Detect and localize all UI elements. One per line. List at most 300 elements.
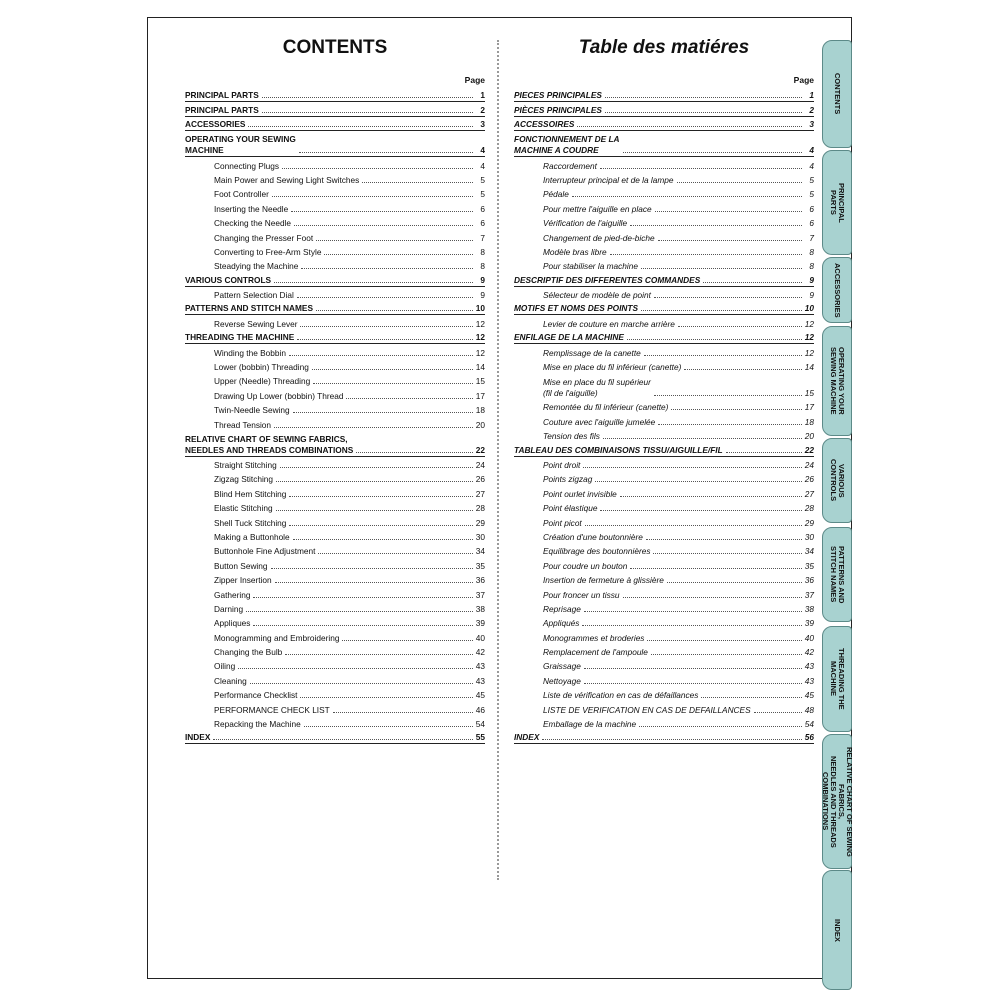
section-heading-entry[interactable] — [514, 88, 814, 102]
page-column-header: Page — [793, 75, 814, 85]
tab-label: RELATIVE CHART OF SEWING FABRICS, NEEDLES AND THREADS COMBINATIONS — [821, 746, 854, 857]
subsection-entry[interactable] — [185, 601, 485, 615]
dot-leader — [316, 309, 473, 311]
subsection-entry[interactable] — [185, 514, 485, 528]
subsection-entry[interactable] — [514, 359, 814, 373]
subsection-entry[interactable] — [185, 315, 485, 329]
entry-page-number: 12 — [804, 318, 814, 329]
entry-page-number: 7 — [480, 232, 485, 243]
subsection-entry[interactable] — [185, 287, 485, 301]
subsection-entry[interactable] — [514, 601, 814, 615]
entry-page-number: 45 — [475, 690, 485, 701]
dot-leader — [641, 309, 802, 311]
subsection-entry[interactable] — [185, 200, 485, 214]
entry-label: TABLEAU DES COMBINAISONS TISSU/AIGUILLE/FIL — [514, 444, 723, 455]
dot-leader — [312, 368, 473, 370]
dot-leader — [313, 382, 473, 384]
subsection-entry[interactable] — [514, 701, 814, 715]
entry-label: Remontée du fil inférieur (canette) — [543, 402, 669, 413]
entry-page-number: 43 — [804, 675, 814, 686]
subsection-entry[interactable] — [514, 586, 814, 600]
section-heading-entry[interactable] — [185, 301, 485, 315]
subsection-entry[interactable] — [185, 716, 485, 730]
entry-page-number: 5 — [809, 174, 814, 185]
subsection-entry[interactable] — [185, 687, 485, 701]
dot-leader — [572, 195, 802, 197]
entry-label: Vérification de l'aiguille — [543, 218, 628, 229]
subsection-entry[interactable] — [185, 373, 485, 387]
tab-label: CONTENTS — [833, 73, 842, 115]
section-tab[interactable] — [822, 326, 852, 436]
entry-page-number: 40 — [804, 632, 814, 643]
dot-leader — [639, 725, 802, 727]
entry-page-number: 27 — [475, 488, 485, 499]
entry-page-number: 54 — [475, 719, 485, 730]
dot-leader — [667, 581, 802, 583]
subsection-entry[interactable] — [185, 615, 485, 629]
column-divider — [497, 40, 499, 880]
entry-label: Création d'une boutonnière — [543, 531, 643, 542]
dot-leader — [250, 682, 473, 684]
entry-label: Interrupteur principal et de la lampe — [543, 174, 674, 185]
entry-label: Emballage de la machine — [543, 719, 637, 730]
section-heading-entry[interactable] — [514, 330, 814, 344]
dot-leader — [362, 181, 473, 183]
subsection-entry[interactable] — [514, 215, 814, 229]
section-tab[interactable] — [822, 734, 852, 869]
subsection-entry[interactable] — [185, 244, 485, 258]
dot-leader — [677, 181, 802, 183]
dot-leader — [282, 167, 473, 169]
subsection-entry[interactable] — [514, 457, 814, 471]
entry-page-number: 37 — [475, 589, 485, 600]
dot-leader — [297, 338, 473, 340]
section-heading-entry[interactable] — [185, 330, 485, 344]
subsection-entry[interactable] — [185, 572, 485, 586]
subsection-entry[interactable] — [514, 543, 814, 557]
entry-page-number: 9 — [809, 290, 814, 301]
subsection-entry[interactable] — [185, 457, 485, 471]
dot-leader — [584, 610, 802, 612]
dot-leader — [603, 437, 802, 439]
entry-label: PERFORMANCE CHECK LIST — [214, 704, 330, 715]
entry-label: MOTIFS ET NOMS DES POINTS — [514, 303, 638, 314]
entry-label: Pour froncer un tissu — [543, 589, 620, 600]
subsection-entry[interactable] — [185, 629, 485, 643]
section-heading-entry[interactable] — [185, 117, 485, 131]
section-tab[interactable] — [822, 626, 852, 732]
dot-leader — [658, 423, 802, 425]
entry-label: Sélecteur de modèle de point — [543, 290, 651, 301]
dot-leader — [253, 596, 473, 598]
entry-label: Pédale — [543, 189, 569, 200]
entry-label: Checking the Needle — [214, 218, 292, 229]
dot-leader — [595, 480, 802, 482]
entry-page-number: 38 — [804, 603, 814, 614]
entry-page-number: 35 — [475, 560, 485, 571]
entry-page-number: 4 — [480, 145, 485, 156]
entry-label: Remplissage de la canette — [543, 347, 641, 358]
subsection-entry[interactable] — [514, 716, 814, 730]
subsection-entry[interactable] — [185, 672, 485, 686]
entry-page-number: 38 — [475, 603, 485, 614]
dot-leader — [294, 224, 473, 226]
dot-leader — [582, 624, 802, 626]
subsection-entry[interactable] — [514, 229, 814, 243]
dot-leader — [600, 509, 802, 511]
entry-label: PRINCIPAL PARTS — [185, 104, 259, 115]
entry-page-number: 43 — [804, 661, 814, 672]
dot-leader — [703, 281, 802, 283]
dot-leader — [653, 552, 802, 554]
dot-leader — [297, 296, 473, 298]
subsection-entry[interactable] — [514, 500, 814, 514]
dot-leader — [262, 96, 473, 98]
entry-label: Couture avec l'aiguille jumelée — [543, 416, 656, 427]
entry-page-number: 48 — [804, 704, 814, 715]
entry-label: LISTE DE VERIFICATION EN CAS DE DEFAILLANCES — [543, 704, 751, 715]
subsection-entry[interactable] — [185, 359, 485, 373]
entry-page-number: 6 — [809, 218, 814, 229]
section-heading-entry[interactable] — [185, 131, 485, 157]
entry-page-number: 4 — [809, 160, 814, 171]
dot-leader — [583, 466, 802, 468]
subsection-entry[interactable] — [514, 172, 814, 186]
entry-label: Points zigzag — [543, 474, 593, 485]
subsection-entry[interactable] — [514, 572, 814, 586]
tab-label: THREADING THE MACHINE — [829, 648, 846, 710]
entry-page-number: 26 — [804, 474, 814, 485]
entry-label: Changement de pied-de-biche — [543, 232, 655, 243]
entry-label: Converting to Free-Arm Style — [214, 246, 322, 257]
subsection-entry[interactable] — [185, 258, 485, 272]
section-tab[interactable] — [822, 257, 852, 323]
entry-label: PIECES PRINCIPALES — [514, 90, 602, 101]
dot-leader — [342, 639, 473, 641]
section-heading-entry[interactable] — [514, 730, 814, 744]
entry-label: Point droit — [543, 459, 581, 470]
subsection-entry[interactable] — [514, 344, 814, 358]
section-heading-entry[interactable] — [514, 272, 814, 286]
subsection-entry[interactable] — [514, 644, 814, 658]
entry-label: Pour stabiliser la machine — [543, 261, 638, 272]
entry-page-number: 12 — [475, 347, 485, 358]
entry-page-number: 35 — [804, 560, 814, 571]
dot-leader — [271, 567, 473, 569]
section-heading-entry[interactable] — [514, 442, 814, 456]
entry-page-number: 12 — [804, 332, 814, 343]
dot-leader — [620, 495, 802, 497]
entry-label: ACCESSOIRES — [514, 119, 575, 130]
dot-leader — [630, 567, 802, 569]
subsection-entry[interactable] — [185, 658, 485, 672]
entry-label: PIÈCES PRINCIPALES — [514, 104, 602, 115]
dot-leader — [213, 738, 473, 740]
dot-leader — [584, 667, 802, 669]
entry-label: Changing the Presser Foot — [214, 232, 314, 243]
entry-label: Drawing Up Lower (bobbin) Thread — [214, 390, 344, 401]
subsection-entry[interactable] — [514, 672, 814, 686]
subsection-entry[interactable] — [185, 402, 485, 416]
entry-page-number: 5 — [809, 189, 814, 200]
subsection-entry[interactable] — [514, 244, 814, 258]
entry-label: Liste de vérification en cas de défaillances — [543, 690, 699, 701]
entry-label: Monogramming and Embroidering — [214, 632, 340, 643]
subsection-entry[interactable] — [514, 287, 814, 301]
entry-label: Insertion de fermeture à glissière — [543, 575, 664, 586]
dot-leader — [630, 224, 802, 226]
subsection-entry[interactable] — [185, 586, 485, 600]
dot-leader — [754, 711, 802, 713]
entry-page-number: 8 — [480, 261, 485, 272]
dot-leader — [651, 653, 802, 655]
section-tab[interactable] — [822, 40, 852, 148]
subsection-entry[interactable] — [514, 514, 814, 528]
tab-label: ACCESSORIES — [833, 262, 842, 318]
dot-leader — [324, 253, 473, 255]
section-tab[interactable] — [822, 527, 852, 622]
entry-page-number: 42 — [475, 647, 485, 658]
entry-page-number: 24 — [475, 459, 485, 470]
entry-label: Twin-Needle Sewing — [214, 405, 290, 416]
entry-page-number: 3 — [480, 119, 485, 130]
entry-label: Oiling — [214, 661, 236, 672]
subsection-entry[interactable] — [514, 485, 814, 499]
tab-label: PATTERNS AND STITCH NAMES — [829, 545, 846, 604]
entry-label: Inserting the Needle — [214, 203, 289, 214]
section-heading-entry[interactable] — [514, 131, 814, 157]
subsection-entry[interactable] — [514, 399, 814, 413]
subsection-entry[interactable] — [514, 186, 814, 200]
subsection-entry[interactable] — [185, 557, 485, 571]
entry-label: Appliques — [214, 618, 251, 629]
entry-label: Pattern Selection Dial — [214, 290, 294, 301]
dot-leader — [318, 552, 473, 554]
section-heading-entry[interactable] — [185, 102, 485, 116]
dot-leader — [274, 281, 473, 283]
entry-page-number: 29 — [475, 517, 485, 528]
section-tab[interactable] — [822, 438, 852, 523]
entry-page-number: 18 — [475, 405, 485, 416]
entry-page-number: 12 — [475, 318, 485, 329]
entry-page-number: 12 — [804, 347, 814, 358]
dot-leader — [644, 354, 802, 356]
subsection-entry[interactable] — [185, 344, 485, 358]
section-heading-entry[interactable] — [514, 102, 814, 116]
entry-label: ACCESSORIES — [185, 119, 246, 130]
subsection-entry[interactable] — [514, 373, 814, 399]
entry-label: Blind Hem Stitching — [214, 488, 287, 499]
dot-leader — [646, 538, 802, 540]
entry-label: RELATIVE CHART OF SEWING FABRICS, NEEDLES AND THREADS COMBINATIONS — [185, 433, 354, 455]
entry-page-number: 37 — [804, 589, 814, 600]
entry-label: Elastic Stitching — [214, 503, 273, 514]
subsection-entry[interactable] — [514, 471, 814, 485]
page-column-header: Page — [464, 75, 485, 85]
entry-label: Cleaning — [214, 675, 247, 686]
subsection-entry[interactable] — [185, 485, 485, 499]
entry-label: Shell Tuck Stitching — [214, 517, 287, 528]
tab-label: VARIOUS CONTROLS — [829, 459, 846, 502]
page-title: CONTENTS — [282, 37, 388, 58]
entry-page-number: 1 — [809, 90, 814, 101]
section-heading-entry[interactable] — [514, 301, 814, 315]
entry-page-number: 10 — [804, 303, 814, 314]
entry-label: Changing the Bulb — [214, 647, 283, 658]
section-tab[interactable] — [822, 870, 852, 990]
entry-label: THREADING THE MACHINE — [185, 332, 295, 343]
dot-leader — [627, 338, 802, 340]
entry-page-number: 15 — [475, 376, 485, 387]
entry-label: PATTERNS AND STITCH NAMES — [185, 303, 313, 314]
entry-label: DESCRIPTIF DES DIFFERENTES COMMANDES — [514, 274, 701, 285]
dot-leader — [289, 524, 473, 526]
entry-page-number: 34 — [804, 546, 814, 557]
entry-page-number: 15 — [804, 388, 814, 399]
dot-leader — [280, 466, 473, 468]
subsection-entry[interactable] — [514, 428, 814, 442]
entry-page-number: 6 — [480, 203, 485, 214]
entry-label: INDEX — [185, 732, 211, 743]
subsection-entry[interactable] — [185, 471, 485, 485]
section-heading-entry[interactable] — [514, 117, 814, 131]
subsection-entry[interactable] — [514, 658, 814, 672]
subsection-entry[interactable] — [185, 416, 485, 430]
entry-page-number: 45 — [804, 690, 814, 701]
subsection-entry[interactable] — [514, 687, 814, 701]
subsection-entry[interactable] — [514, 157, 814, 171]
entry-label: Connecting Plugs — [214, 160, 280, 171]
dot-leader — [654, 296, 802, 298]
dot-leader — [600, 167, 802, 169]
dot-leader — [684, 368, 802, 370]
entry-page-number: 56 — [804, 732, 814, 743]
entry-label: Modèle bras libre — [543, 246, 607, 257]
dot-leader — [726, 451, 802, 453]
entry-label: Main Power and Sewing Light Switches — [214, 174, 360, 185]
entry-label: Darning — [214, 603, 244, 614]
subsection-entry[interactable] — [185, 172, 485, 186]
entry-page-number: 43 — [475, 661, 485, 672]
entry-page-number: 4 — [809, 145, 814, 156]
dot-leader — [623, 151, 802, 153]
entry-label: Zipper Insertion — [214, 575, 272, 586]
entry-page-number: 34 — [475, 546, 485, 557]
subsection-entry[interactable] — [514, 315, 814, 329]
subsection-entry[interactable] — [185, 529, 485, 543]
entry-label: Reverse Sewing Lever — [214, 318, 298, 329]
entry-page-number: 8 — [809, 246, 814, 257]
entry-label: Straight Stitching — [214, 459, 277, 470]
dot-leader — [293, 538, 473, 540]
entry-label: Buttonhole Fine Adjustment — [214, 546, 316, 557]
entry-label: Raccordement — [543, 160, 597, 171]
dot-leader — [301, 267, 473, 269]
entry-page-number: 6 — [809, 203, 814, 214]
entry-page-number: 3 — [809, 119, 814, 130]
entry-label: Pour coudre un bouton — [543, 560, 628, 571]
entry-label: Point élastique — [543, 503, 598, 514]
entry-label: Remplacement de l'ampoule — [543, 647, 648, 658]
subsection-entry[interactable] — [185, 701, 485, 715]
subsection-entry[interactable] — [514, 529, 814, 543]
dot-leader — [678, 325, 802, 327]
subsection-entry[interactable] — [514, 629, 814, 643]
entry-label: Appliqués — [543, 618, 580, 629]
entry-page-number: 30 — [804, 531, 814, 542]
subsection-entry[interactable] — [185, 543, 485, 557]
entry-page-number: 24 — [804, 459, 814, 470]
dot-leader — [316, 239, 473, 241]
dot-leader — [605, 96, 802, 98]
section-heading-entry[interactable] — [185, 88, 485, 102]
dot-leader — [671, 408, 802, 410]
tab-label: PRINCIPAL PARTS — [829, 182, 846, 223]
entry-label: Steadying the Machine — [214, 261, 299, 272]
entry-page-number: 39 — [475, 618, 485, 629]
entry-label: Mise en place du fil inférieur (canette) — [543, 362, 682, 373]
entry-page-number: 14 — [475, 362, 485, 373]
subsection-entry[interactable] — [185, 157, 485, 171]
entry-page-number: 39 — [804, 618, 814, 629]
subsection-entry[interactable] — [514, 615, 814, 629]
entry-page-number: 42 — [804, 647, 814, 658]
dot-leader — [289, 495, 473, 497]
subsection-entry[interactable] — [514, 258, 814, 272]
dot-leader — [291, 210, 473, 212]
entry-page-number: 30 — [475, 531, 485, 542]
dot-leader — [577, 125, 802, 127]
entry-page-number: 22 — [804, 444, 814, 455]
subsection-entry[interactable] — [185, 215, 485, 229]
dot-leader — [346, 397, 473, 399]
dot-leader — [276, 480, 473, 482]
entry-page-number: 17 — [804, 402, 814, 413]
entry-label: Zigzag Stitching — [214, 474, 274, 485]
entry-label: Mise en place du fil supérieur (fil de l'aiguille) — [543, 377, 651, 399]
subsection-entry[interactable] — [514, 200, 814, 214]
entry-label: ENFILAGE DE LA MACHINE — [514, 332, 624, 343]
section-heading-entry[interactable] — [185, 730, 485, 744]
dot-leader — [300, 696, 473, 698]
entry-page-number: 43 — [475, 675, 485, 686]
subsection-entry[interactable] — [185, 644, 485, 658]
dot-leader — [641, 267, 802, 269]
dot-leader — [584, 682, 802, 684]
subsection-entry[interactable] — [514, 557, 814, 571]
entry-page-number: 22 — [475, 444, 485, 455]
entry-label: Thread Tension — [214, 419, 272, 430]
entry-label: Graissage — [543, 661, 581, 672]
section-heading-entry[interactable] — [185, 272, 485, 286]
entry-page-number: 40 — [475, 632, 485, 643]
subsection-entry[interactable] — [185, 387, 485, 401]
entry-label: FONCTIONNEMENT DE LA MACHINE A COUDRE — [514, 134, 620, 156]
contents-list — [185, 88, 485, 744]
dot-leader — [623, 596, 802, 598]
entry-page-number: 36 — [804, 575, 814, 586]
section-tab[interactable] — [822, 150, 852, 255]
subsection-entry[interactable] — [185, 229, 485, 243]
subsection-entry[interactable] — [185, 186, 485, 200]
section-heading-entry[interactable] — [185, 431, 485, 457]
subsection-entry[interactable] — [514, 413, 814, 427]
subsection-entry[interactable] — [185, 500, 485, 514]
dot-leader — [356, 451, 473, 453]
entry-page-number: 6 — [480, 218, 485, 229]
entry-page-number: 4 — [480, 160, 485, 171]
entry-label: Gathering — [214, 589, 251, 600]
